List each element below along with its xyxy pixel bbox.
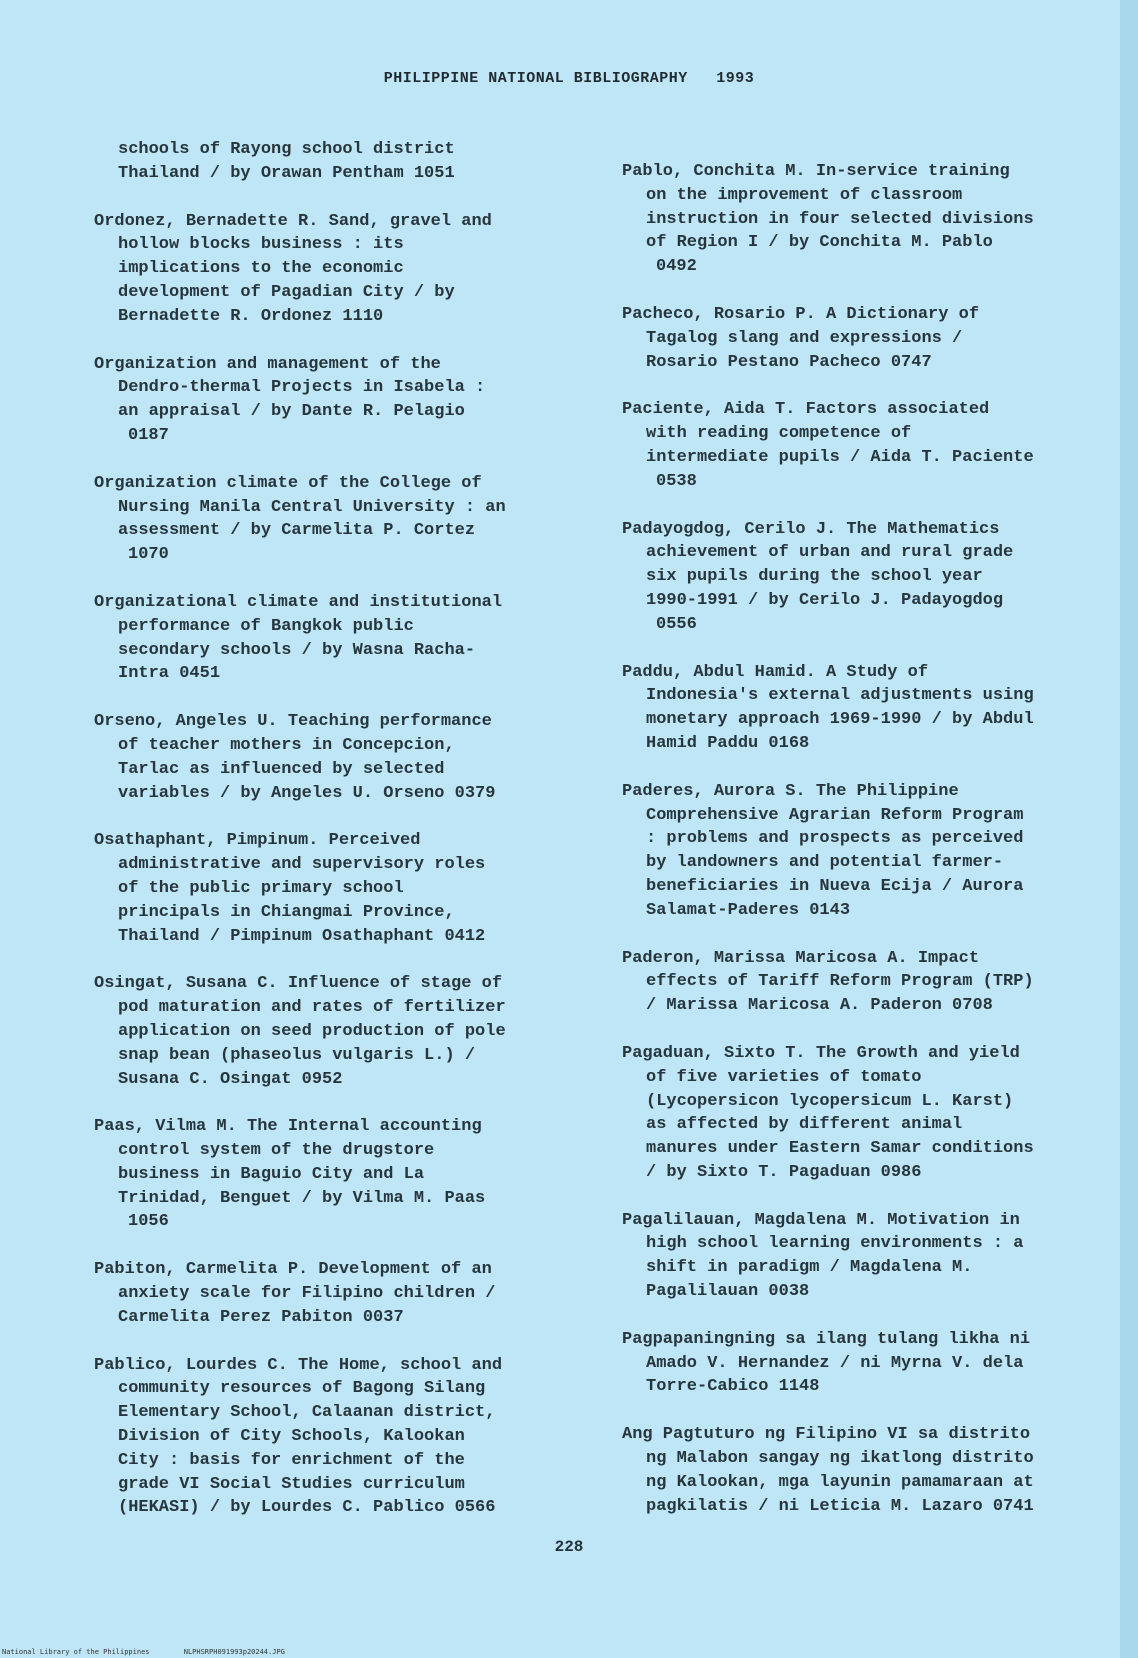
bib-entry: Pablo, Conchita M. In-service training on the improvement of classroom instruction in four selected divisions of Region I / by Conchita M. Pablo 0492: [622, 160, 1112, 279]
entry-number: 0556: [656, 614, 697, 634]
bib-entry: Paas, Vilma M. The Internal accounting control system of the drugstore business in Baguio City and La Trinidad, Benguet / by Vilma M. Paas 1056: [94, 1115, 584, 1234]
entry-number: 1070: [128, 545, 169, 565]
bib-entry: Pagaduan, Sixto T. The Growth and yield of five varieties of tomato (Lycopersicon lycopersicum L. Karst) as affected by different animal manures under Eastern Samar conditions / by Sixto T. Pagaduan 0986: [622, 1043, 1034, 1182]
bib-entry: Osathaphant, Pimpinum. Perceived administrative and supervisory roles of the public primary school principals in Chiangmai Province, Thailand / Pimpinum Osathaphant 0412: [94, 831, 486, 946]
page-number: 228: [554, 1538, 584, 1556]
bib-entry: Orseno, Angeles U. Teaching performance of teacher mothers in Concepcion, Tarlac as influenced by selected variables / by Angeles U. Orseno 0379: [94, 712, 496, 803]
header-year: 1993: [716, 70, 755, 87]
entry-number: 0538: [656, 471, 697, 491]
bib-entry: Organization and management of the Dendro-thermal Projects in Isabela : an appraisal / by Dante R. Pelagio 0187: [94, 353, 584, 448]
bib-entry: Ang Pagtuturo ng Filipino VI sa distrito ng Malabon sangay ng ikatlong distrito ng Kalookan, mga layunin pamamaraan at pagkilatis / ni Leticia M. Lazaro 0741: [622, 1425, 1034, 1516]
bib-entry: schools of Rayong school district Thailand / by Orawan Pentham 1051: [118, 140, 455, 183]
bib-entry: Organization climate of the College of Nursing Manila Central University : an assessment / by Carmelita P. Cortez 1070: [94, 472, 584, 567]
entry-number: 0187: [128, 425, 169, 445]
footer-library: National Library of the Philippines: [2, 1648, 150, 1656]
left-column: [94, 138, 584, 1544]
bib-entry: Paddu, Abdul Hamid. A Study of Indonesia's external adjustments using monetary approach 1969-1990 / by Abdul Hamid Paddu 0168: [622, 662, 1034, 753]
bib-entry: Pablico, Lourdes C. The Home, school and community resources of Bagong Silang Elementary School, Calaanan district, Division of City Schools, Kalookan City : basis for enrichment of the grade VI Social Studies curriculum (HEKASI) / by Lourdes C. Pablico 0566: [94, 1355, 503, 1518]
bib-entry: Padayogdog, Cerilo J. The Mathematics achievement of urban and rural grade six pupils during the school year 1990-1991 / by Cerilo J. Padayogdog 0556: [622, 518, 1112, 637]
header-title: PHILIPPINE NATIONAL BIBLIOGRAPHY: [383, 70, 688, 87]
entry-number: 0492: [656, 257, 697, 277]
bib-entry: Ordonez, Bernadette R. Sand, gravel and hollow blocks business : its implications to the economic development of Pagadian City / by Bernadette R. Ordonez 1110: [94, 211, 492, 326]
bib-entry: Pacheco, Rosario P. A Dictionary of Tagalog slang and expressions / Rosario Pestano Pacheco 0747: [622, 304, 980, 372]
footer-filename: NLPHSRPH091993p20244.JPG: [183, 1648, 285, 1656]
bib-entry: Pabiton, Carmelita P. Development of an anxiety scale for Filipino children / Carmelita Perez Pabiton 0037: [94, 1260, 496, 1327]
entry-number: 1056: [128, 1212, 169, 1232]
right-column: [622, 160, 1112, 1542]
bib-entry: Osingat, Susana C. Influence of stage of pod maturation and rates of fertilizer application on seed production of pole snap bean (phaseolus vulgaris L.) / Susana C. Osingat 0952: [94, 974, 506, 1089]
bib-entry: Paciente, Aida T. Factors associated with reading competence of intermediate pupils / Aida T. Paciente 0538: [622, 398, 1112, 493]
page-edge: [1120, 0, 1138, 1658]
page-header: [0, 70, 1138, 87]
bib-entry: Pagpapaningning sa ilang tulang likha ni Amado V. Hernandez / ni Myrna V. dela Torre-Cabico 1148: [622, 1329, 1031, 1397]
bib-entry: Paderon, Marissa Maricosa A. Impact effects of Tariff Reform Program (TRP) / Marissa Maricosa A. Paderon 0708: [622, 948, 1034, 1016]
bib-entry: Pagalilauan, Magdalena M. Motivation in high school learning environments : a shift in paradigm / Magdalena M. Pagalilauan 0038: [622, 1210, 1024, 1302]
bib-entry: Organizational climate and institutional performance of Bangkok public secondary schools / by Wasna Racha- Intra 0451: [94, 592, 503, 684]
bib-entry: Paderes, Aurora S. The Philippine Comprehensive Agrarian Reform Program : problems and prospects as perceived by landowners and potential farmer- beneficiaries in Nueva Ecija / Aurora Salamat-Paderes 0143: [622, 781, 1024, 920]
scan-footer: [2, 1648, 315, 1656]
